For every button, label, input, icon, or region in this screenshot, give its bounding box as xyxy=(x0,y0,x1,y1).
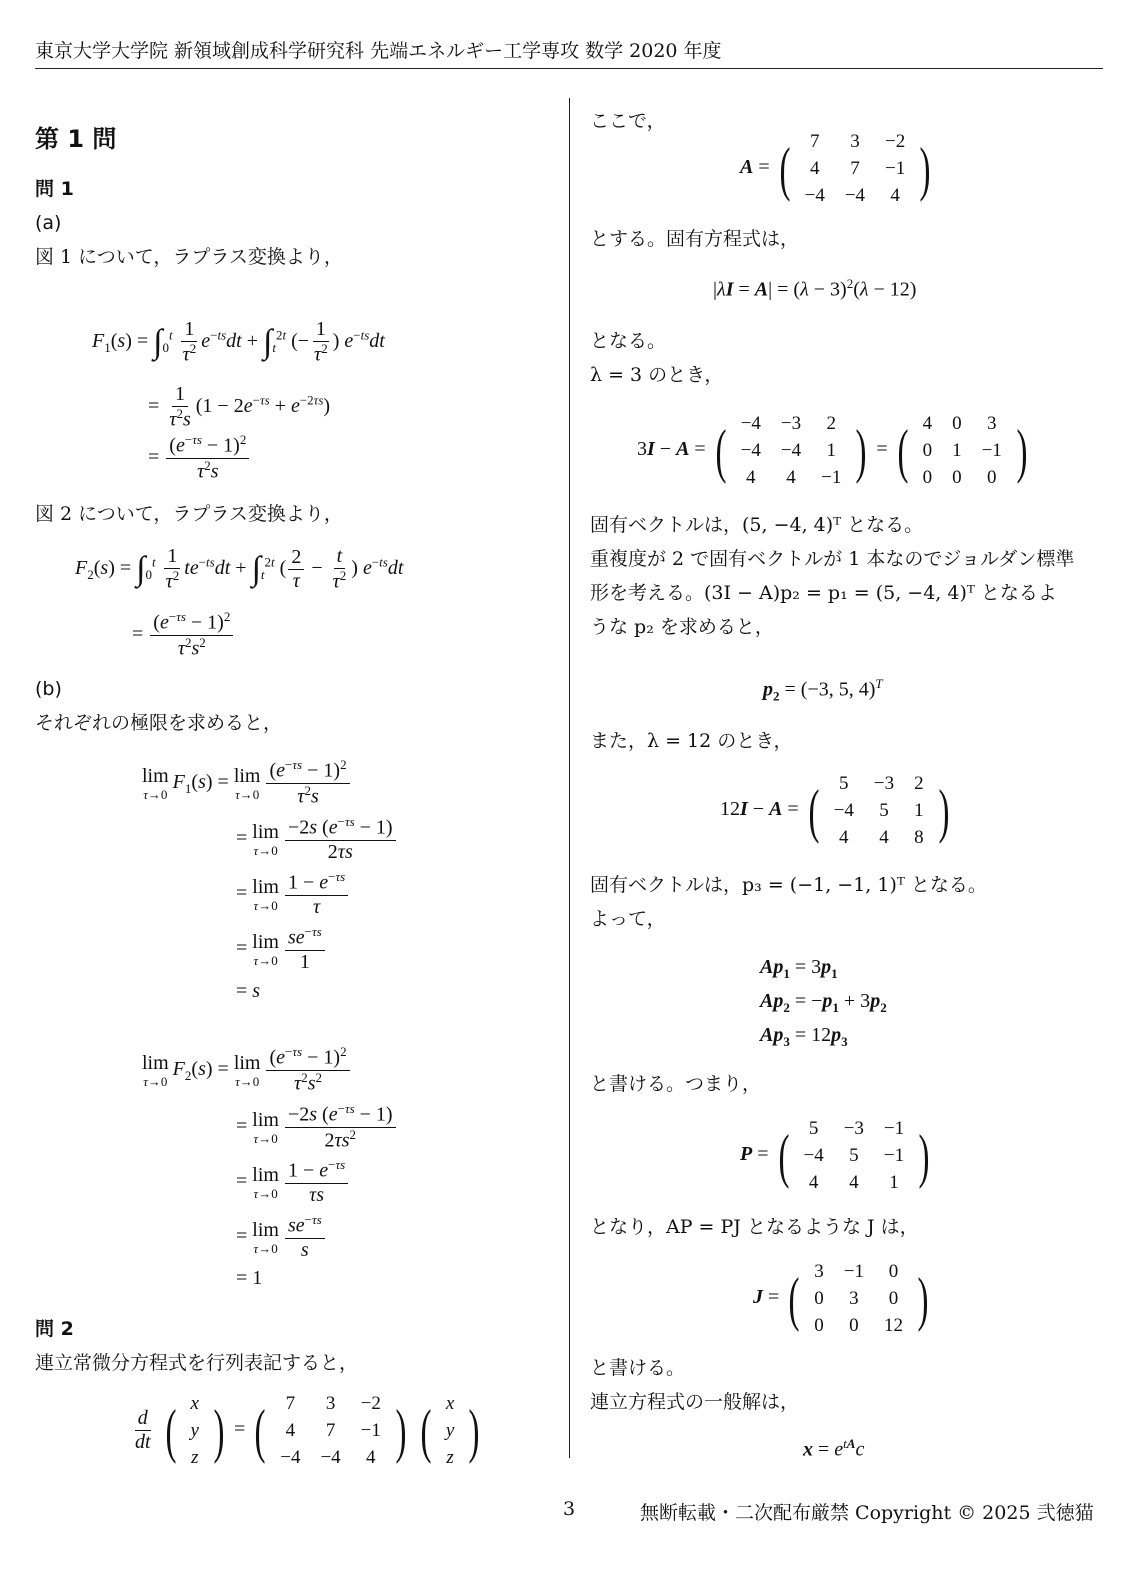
matrix-cell: y xyxy=(190,1419,199,1441)
fig2-text: 図 2 について，ラプラス変換より， xyxy=(35,503,343,525)
matrix-cell: 0 xyxy=(952,412,962,434)
paren-left: ( xyxy=(779,135,791,202)
lim-F2-1: lim τ→0 $F_2(s)$ = lim τ→0 $\frac{(e^{-\tau s} - 1)^2}{\tau^2s^2}$ xyxy=(142,1045,352,1095)
matrix-cell: 12 xyxy=(883,1314,903,1336)
matrix-cell: 0 xyxy=(814,1314,824,1336)
matrix-cell: −4 xyxy=(803,1144,824,1166)
paren-right: ) xyxy=(919,135,931,202)
paren-left: ( xyxy=(788,1265,800,1332)
matrix-body xyxy=(270,1390,391,1471)
matrix-cell: 7 xyxy=(809,130,820,152)
paren-left: ( xyxy=(420,1397,432,1464)
eq-A-def: A = ( 7 3 −2 4 7 −1 −4 −4 4 ) xyxy=(740,128,935,209)
matrix-cell: 1 xyxy=(889,1171,899,1193)
matrix-cell: 4 xyxy=(879,826,889,848)
matrix-cell: −3 xyxy=(843,1117,864,1139)
matrix-cell: 0 xyxy=(849,1314,859,1336)
matrix-cell: −2 xyxy=(360,1392,381,1414)
matrix-cell: 0 xyxy=(814,1287,824,1309)
matrix-J xyxy=(784,1258,933,1339)
paren-left: ( xyxy=(777,1122,789,1189)
matrix-cell: 4 xyxy=(839,826,849,848)
matrix-cell: −4 xyxy=(740,412,761,434)
eq-characteristic: $|\lambda I = A| = (\lambda - 3)^2(\lambda - 12)$ xyxy=(713,276,917,301)
lim-F1-5: = s xyxy=(236,980,261,1002)
matrix-cell: −2 xyxy=(885,130,906,152)
matrix-cell: 0 xyxy=(986,466,997,488)
matrix-cell: 4 xyxy=(746,466,756,488)
lim-F2-4: = lim τ→0 $\frac{se^{-\tau s}}{s}$ xyxy=(236,1213,327,1262)
lim-F1-2: = lim τ→0 $\frac{-2s (e^{-\tau s} - 1)}{2\tau s}$ xyxy=(236,815,398,864)
kakeru-text: と書ける。つまり， xyxy=(590,1073,762,1095)
eigvec3-text: 固有ベクトルは，p₃ = (−1, −1, 1)ᵀ となる。 xyxy=(590,874,987,896)
eq-system: $\frac{d}{dt}$ ( x y z ) = ( 7 3 −2 4 7 −1 −4 −4 4 ) ( x y z ) xyxy=(130,1390,484,1471)
matrix-cell: 0 xyxy=(922,439,933,461)
matrix-body xyxy=(436,1390,464,1471)
matrix-cell: 1 xyxy=(826,439,836,461)
matrix-cell: 1 xyxy=(914,799,924,821)
paren-right: ) xyxy=(1016,417,1028,484)
eq-F2-line1: $F_2(s) = \int_0^t$ $\frac{1}{\tau^2}$ $te^{-ts}dt + \int_t^{2t}$ ( $\frac{2}{\tau}$ − $\frac{t}{\tau^2}$ ) $e^{-ts}dt$ xyxy=(75,545,404,593)
matrix-body xyxy=(804,1258,913,1339)
paren-right: ) xyxy=(468,1397,480,1464)
matrix-reduced xyxy=(893,410,1032,491)
column-divider xyxy=(569,98,570,1458)
matrix-cell: −4 xyxy=(740,439,761,461)
eq-Ap2: $Ap_2 = -p_1 + 3p_2$ xyxy=(760,990,887,1015)
matrix-cell: 4 xyxy=(849,1171,859,1193)
matrix-cell: 0 xyxy=(952,466,962,488)
matrix-cell: −1 xyxy=(821,466,842,488)
matrix-body xyxy=(913,410,1012,491)
vec-xyz-right xyxy=(416,1390,484,1471)
matrix-A xyxy=(775,128,936,209)
eq-F1-line2: = $\frac{1}{\tau^2s}$ $(1 - 2e^{-\tau s} + e^{-2\tau s})$ xyxy=(148,383,331,431)
tonari-text: となり，AP = PJ となるような J は， xyxy=(590,1216,919,1238)
eq-Ap3: $Ap_3 = 12p_3$ xyxy=(760,1024,848,1049)
matrix-cell: 0 xyxy=(888,1260,899,1282)
matrix-cell: 3 xyxy=(814,1260,824,1282)
page-header: 東京大学大学院 新領域創成科学研究科 先端エネルギー工学専攻 数学 2020 年度 xyxy=(35,40,722,62)
matrix-cell: x xyxy=(445,1392,455,1414)
matrix-cell: 4 xyxy=(786,466,796,488)
matrix-cell: 5 xyxy=(879,799,889,821)
eq-F2-line2: = $\frac{(e^{-\tau s} - 1)^2}{\tau^2s^2}$ xyxy=(132,610,235,660)
lim-F1-1: lim τ→0 $F_1(s)$ = lim τ→0 $\frac{(e^{-\tau s} - 1)^2}{\tau^2s}$ xyxy=(142,758,352,808)
matrix-cell: 3 xyxy=(849,1287,859,1309)
matrix-cell: y xyxy=(445,1419,455,1441)
matrix-cell: 4 xyxy=(285,1419,296,1441)
matrix-cell: 4 xyxy=(366,1446,376,1468)
matrix-cell: 1 xyxy=(952,439,962,461)
matrix-cell: 7 xyxy=(325,1419,336,1441)
eq-F1-line1: $F_1(s) = \int_0^t$ $\frac{1}{\tau^2}$ $e^{-ts}dt + \int_t^{2t}$ (− $\frac{1}{\tau^2}$ ) $e^{-ts}dt$ xyxy=(92,318,385,366)
matrix-body xyxy=(731,410,852,491)
paren-right: ) xyxy=(918,1122,930,1189)
matrix-cell: 3 xyxy=(325,1392,336,1414)
paren-left: ( xyxy=(808,777,820,844)
paren-right: ) xyxy=(395,1397,407,1464)
matrix-cell: −4 xyxy=(833,799,854,821)
lim-F2-2: = lim τ→0 $\frac{-2s (e^{-\tau s} - 1)}{2\tau s^2}$ xyxy=(236,1102,398,1152)
q2-text: 連立常微分方程式を行列表記すると， xyxy=(35,1352,359,1374)
matrix-cell: 5 xyxy=(839,772,849,794)
matrix-cell: −1 xyxy=(883,1117,905,1139)
suru-text: とする。固有方程式は， xyxy=(590,228,800,250)
lim-F1-4: = lim τ→0 $\frac{se^{-\tau s}}{1}$ xyxy=(236,925,327,974)
matrix-A-system xyxy=(250,1390,411,1471)
matrix-cell: −1 xyxy=(885,157,906,179)
matrix-P xyxy=(774,1115,935,1196)
fig1-text: 図 1 について，ラプラス変換より， xyxy=(35,246,343,268)
koko-text: ここで， xyxy=(590,110,666,132)
lambda3-text: λ = 3 のとき， xyxy=(590,364,724,386)
matrix-cell: −1 xyxy=(883,1144,905,1166)
matrix-body xyxy=(824,770,934,851)
matrix-cell: x xyxy=(190,1392,199,1414)
kakeru2-text: と書ける。 xyxy=(590,1357,686,1379)
matrix-cell: −1 xyxy=(981,439,1002,461)
jordan-line1: 重複度が 2 で固有ベクトルが 1 本なのでジョルダン標準 xyxy=(590,548,1075,570)
paren-right: ) xyxy=(855,417,867,484)
problem-title: 第 1 問 xyxy=(35,125,117,153)
paren-right: ) xyxy=(213,1397,225,1464)
paren-right: ) xyxy=(938,777,950,844)
matrix-body xyxy=(181,1390,209,1471)
matrix-cell: 3 xyxy=(986,412,997,434)
paren-left: ( xyxy=(254,1397,266,1464)
eq-3I-A: 3I − A = ( −4 −3 2 −4 −4 1 4 4 −1 ) = ( 4 0 3 0 1 −1 0 0 0 ) xyxy=(637,410,1032,491)
matrix-cell: −1 xyxy=(843,1260,864,1282)
matrix-cell: −4 xyxy=(780,439,802,461)
limits-text: それぞれの極限を求めると， xyxy=(35,712,283,734)
matrix-cell: 4 xyxy=(890,184,900,206)
matrix-body xyxy=(793,1115,914,1196)
matrix-cell: 0 xyxy=(888,1287,899,1309)
yotte-text: よって， xyxy=(590,908,666,930)
eq-general-solution: $x = e^{tA}c$ xyxy=(803,1436,865,1461)
paren-left: ( xyxy=(715,417,727,484)
paren-left: ( xyxy=(165,1397,177,1464)
lim-F1-3: = lim τ→0 $\frac{1 - e^{-\tau s}}{\tau}$ xyxy=(236,870,350,919)
matrix-cell: 2 xyxy=(826,412,836,434)
eq-J-def: J = ( 3 −1 0 0 3 0 0 0 12 ) xyxy=(753,1258,933,1339)
q1-label: 問 1 xyxy=(35,178,74,200)
matrix-cell: −3 xyxy=(873,772,895,794)
vec-xyz-left xyxy=(161,1390,229,1471)
header-rule xyxy=(35,68,1103,69)
eq-P-def: P = ( 5 −3 −1 −4 5 −1 4 4 1 ) xyxy=(740,1115,934,1196)
paren-left: ( xyxy=(897,417,909,484)
paren-right: ) xyxy=(917,1265,929,1332)
matrix-cell: 7 xyxy=(285,1392,296,1414)
eq-F1-line3: = $\frac{(e^{-\tau s} - 1)^2}{\tau^2s}$ xyxy=(148,433,251,483)
matrix-cell: 5 xyxy=(808,1117,819,1139)
matrix-cell: 8 xyxy=(914,826,924,848)
matrix-cell: 4 xyxy=(922,412,933,434)
matrix-cell: −1 xyxy=(360,1419,381,1441)
matrix-cell: 7 xyxy=(850,157,860,179)
matrix-cell: 4 xyxy=(808,1171,819,1193)
page-number: 3 xyxy=(563,1498,576,1520)
matrix-cell: 5 xyxy=(849,1144,859,1166)
matrix-cell: 3 xyxy=(850,130,860,152)
matrix-cell: −4 xyxy=(280,1446,301,1468)
jordan-line3: うな p₂ を求めると， xyxy=(590,616,774,638)
jordan-line2: 形を考える。(3I − A)p₂ = p₁ = (5, −4, 4)ᵀ となるよ xyxy=(590,582,1057,604)
matrix-cell: z xyxy=(446,1446,454,1468)
matrix-3I-A xyxy=(711,410,872,491)
matrix-cell: z xyxy=(191,1446,199,1468)
lambda12-text: また，λ = 12 のとき， xyxy=(590,730,793,752)
part-a-label: (a) xyxy=(35,212,62,234)
eq-Ap1: $Ap_1 = 3p_1$ xyxy=(760,956,838,981)
lim-F2-5: = 1 xyxy=(236,1267,263,1289)
q2-label: 問 2 xyxy=(35,1318,74,1340)
naru-text: となる。 xyxy=(590,330,667,352)
lim-F2-3: = lim τ→0 $\frac{1 - e^{-\tau s}}{\tau s}$ xyxy=(236,1158,350,1207)
matrix-cell: 4 xyxy=(809,157,820,179)
eigvec1-text: 固有ベクトルは，(5, −4, 4)ᵀ となる。 xyxy=(590,514,924,536)
matrix-cell: −4 xyxy=(844,184,866,206)
eq-p2: $p_2 = (-3$, 5, 4)$^T$ xyxy=(763,676,883,704)
matrix-cell: −3 xyxy=(780,412,802,434)
matrix-cell: 0 xyxy=(922,466,933,488)
eq-12I-A: 12I − A = ( 5 −3 2 −4 5 1 4 4 8 ) xyxy=(720,770,954,851)
general-solution-text: 連立方程式の一般解は， xyxy=(590,1391,800,1413)
matrix-cell: −4 xyxy=(320,1446,341,1468)
part-b-label: (b) xyxy=(35,678,62,700)
matrix-body xyxy=(795,128,916,209)
matrix-cell: 2 xyxy=(914,772,924,794)
matrix-cell: −4 xyxy=(804,184,825,206)
copyright-notice: 無断転載・二次配布厳禁 Copyright © 2025 弐徳猫 xyxy=(640,1502,1094,1524)
matrix-12I-A xyxy=(804,770,954,851)
